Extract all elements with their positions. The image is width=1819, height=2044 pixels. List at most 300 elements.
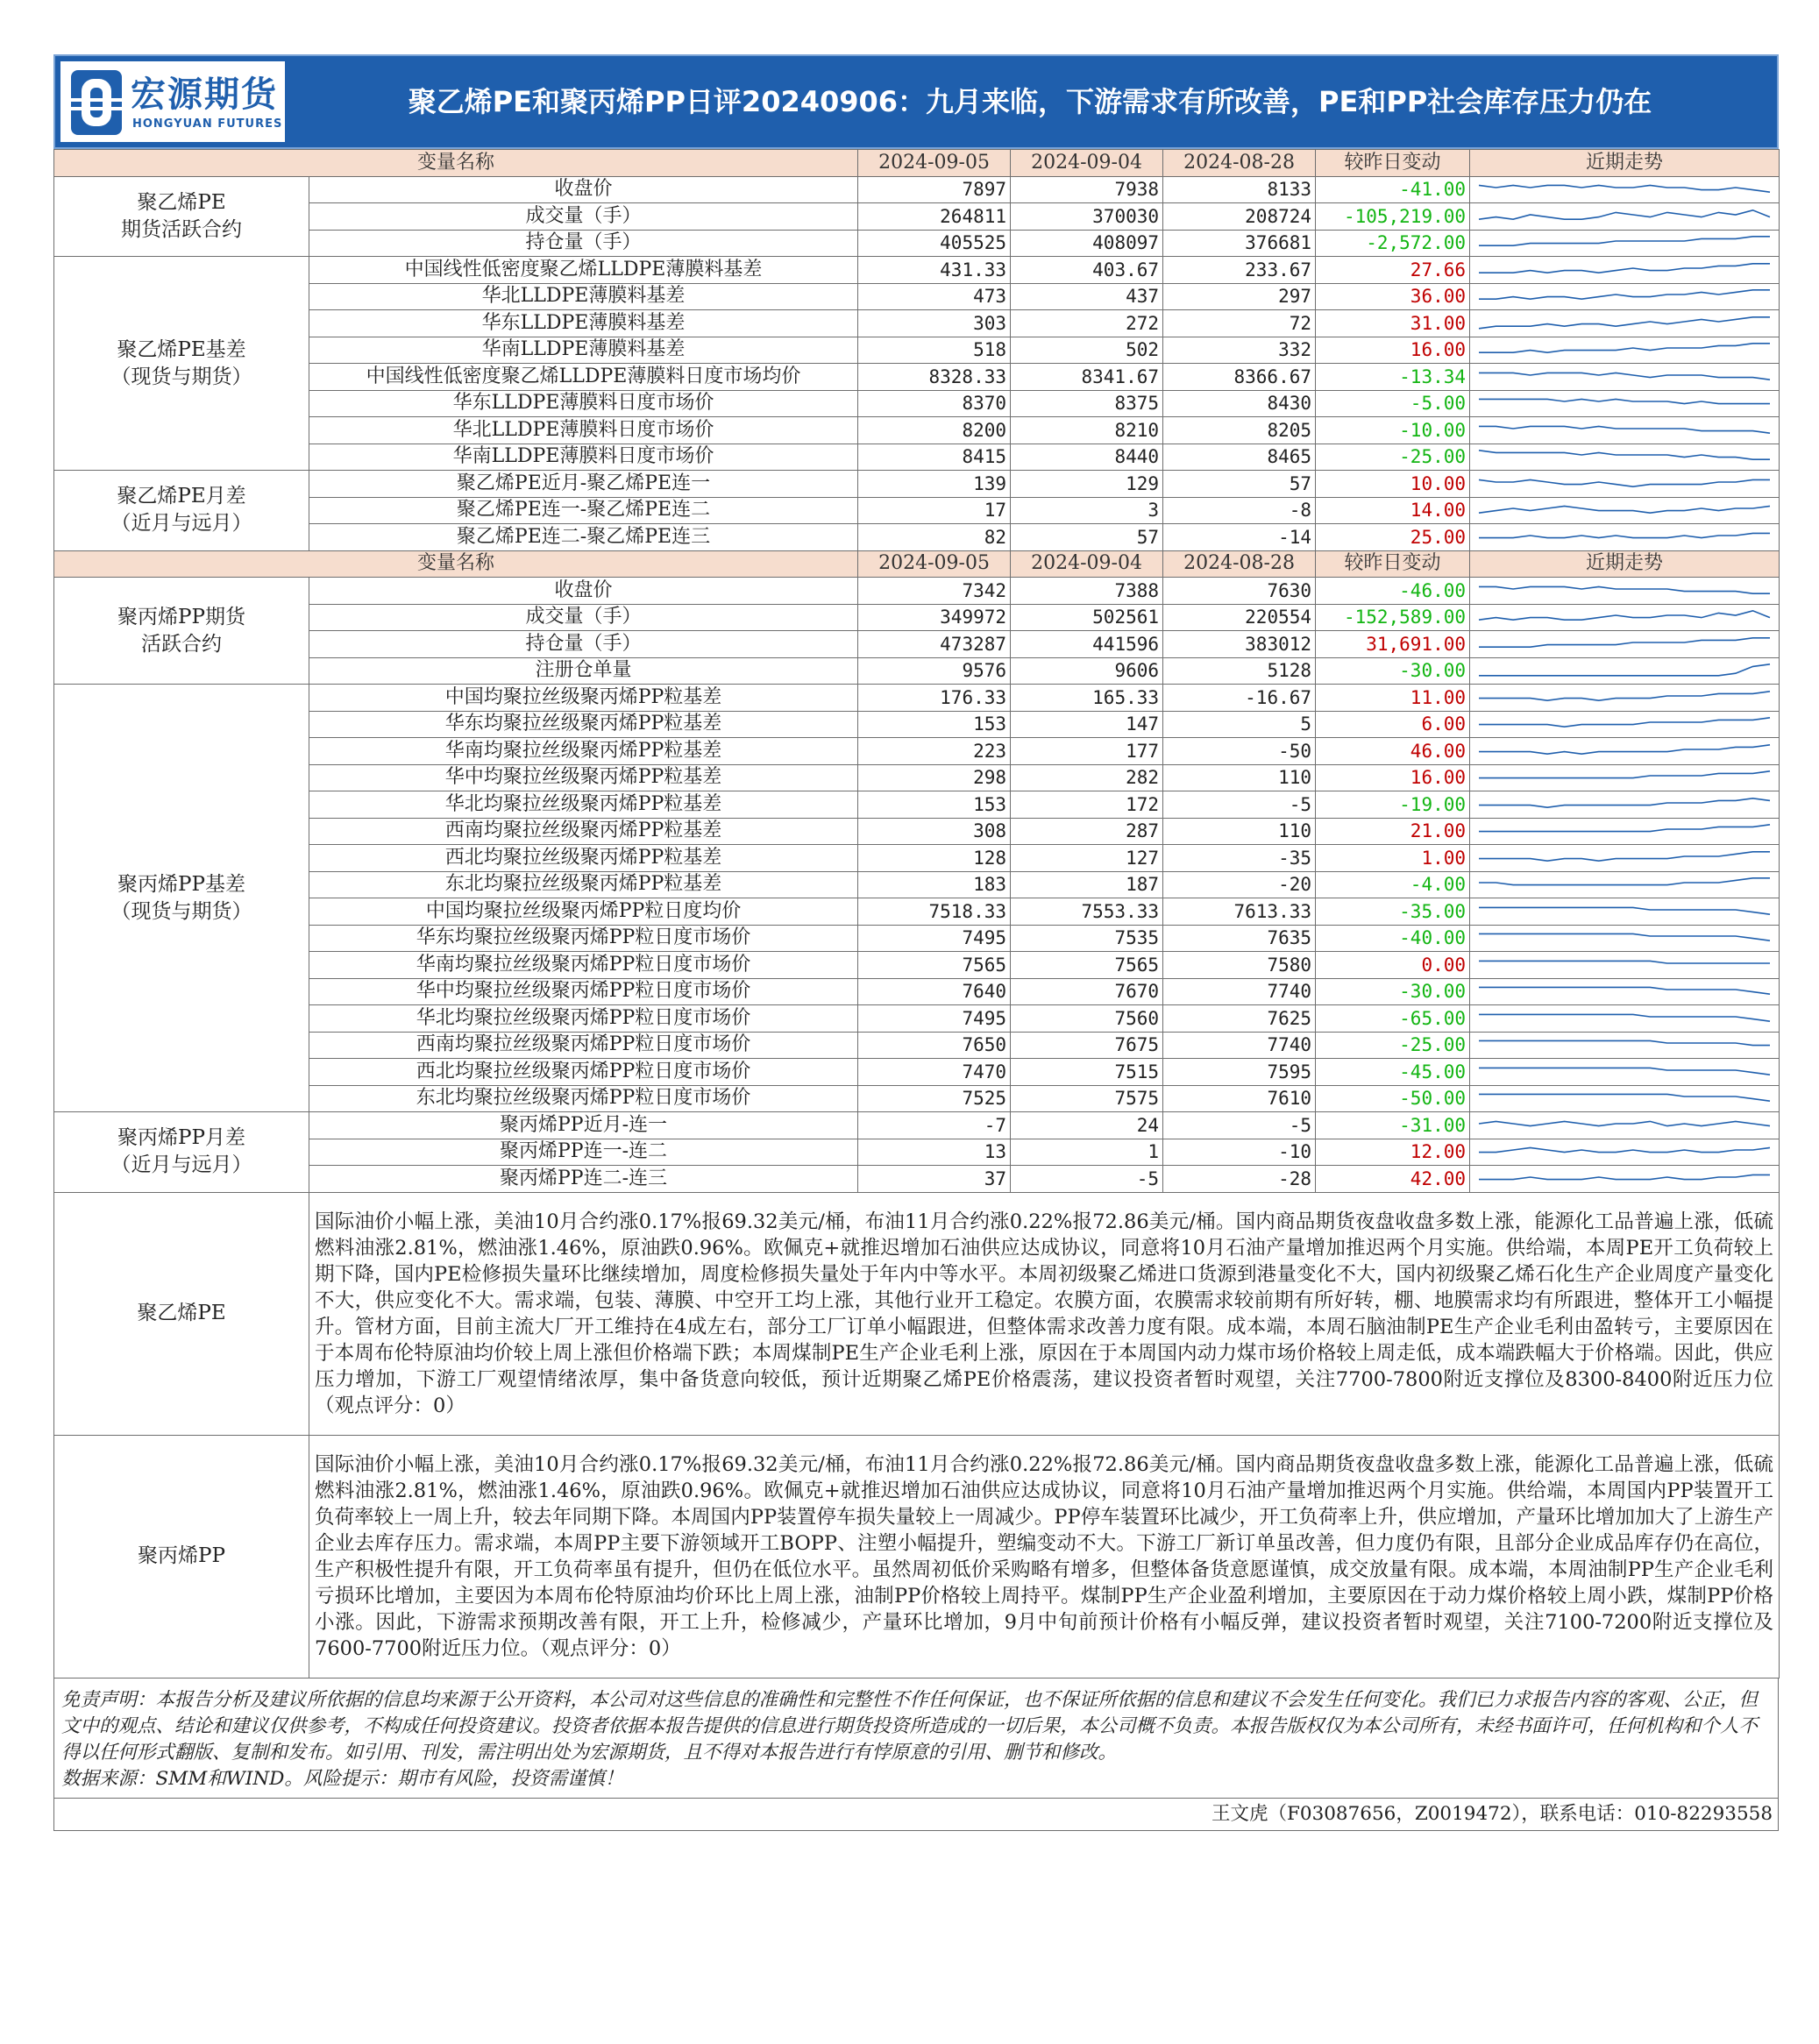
col-d3: 2024-08-28 xyxy=(1163,150,1316,177)
group-label: 聚丙烯PP月差 （近月与远月） xyxy=(54,1112,309,1193)
sparkline xyxy=(1475,1167,1773,1190)
variable-name: 注册仓单量 xyxy=(309,657,858,685)
table-row xyxy=(54,176,1780,203)
table-row xyxy=(54,952,1780,979)
value-d1: 308 xyxy=(858,818,1011,845)
col-d3: 2024-08-28 xyxy=(1163,550,1316,578)
variable-name: 华中均聚拉丝级聚丙烯PP粒日度市场价 xyxy=(309,978,858,1005)
value-d3: 5 xyxy=(1163,711,1316,738)
value-d2: 7938 xyxy=(1011,176,1163,203)
value-d2: 8375 xyxy=(1011,390,1163,417)
value-d1: 303 xyxy=(858,310,1011,337)
variable-name: 聚丙烯PP连二-连三 xyxy=(309,1166,858,1193)
value-d2: 7575 xyxy=(1011,1085,1163,1112)
value-d1: 7470 xyxy=(858,1059,1011,1086)
variable-name: 聚丙烯PP近月-连一 xyxy=(309,1112,858,1139)
table-row xyxy=(54,283,1780,310)
commentary-text xyxy=(309,1192,1780,1435)
commentary-text xyxy=(309,1435,1780,1678)
value-d1: 13 xyxy=(858,1139,1011,1166)
value-d3: 220554 xyxy=(1163,604,1316,631)
variable-name: 华南LLDPE薄膜料日度市场价 xyxy=(309,444,858,471)
sparkline xyxy=(1475,1061,1773,1083)
value-d1: 139 xyxy=(858,471,1011,498)
trend-cell xyxy=(1470,1166,1780,1193)
analyst-contact: 王文虎（F03087656，Z0019472），联系电话：010-82293558 xyxy=(53,1799,1779,1831)
sparkline xyxy=(1475,1114,1773,1137)
variable-name: 聚乙烯PE连一-聚乙烯PE连二 xyxy=(309,497,858,524)
trend-cell xyxy=(1470,390,1780,417)
value-d2: 7388 xyxy=(1011,578,1163,605)
value-d3: 233.67 xyxy=(1163,257,1316,284)
value-d1: 473 xyxy=(858,283,1011,310)
trend-cell xyxy=(1470,898,1780,926)
daily-change: 16.00 xyxy=(1316,764,1470,791)
variable-name: 西北均聚拉丝级聚丙烯PP粒基差 xyxy=(309,845,858,872)
variable-name: 华东均聚拉丝级聚丙烯PP粒日度市场价 xyxy=(309,925,858,952)
table-row xyxy=(54,738,1780,765)
table-row xyxy=(54,604,1780,631)
col-d2: 2024-09-04 xyxy=(1011,550,1163,578)
variable-name: 收盘价 xyxy=(309,578,858,605)
value-d1: 153 xyxy=(858,711,1011,738)
value-d2: -5 xyxy=(1011,1166,1163,1193)
value-d3: 72 xyxy=(1163,310,1316,337)
value-d1: 431.33 xyxy=(858,257,1011,284)
value-d3: 8366.67 xyxy=(1163,364,1316,391)
sparkline xyxy=(1475,1033,1773,1056)
daily-change: 25.00 xyxy=(1316,524,1470,551)
variable-name: 聚丙烯PP连一-连二 xyxy=(309,1139,858,1166)
variable-name: 中国线性低密度聚乙烯LLDPE薄膜料基差 xyxy=(309,257,858,284)
value-d3: 8205 xyxy=(1163,417,1316,444)
table-row xyxy=(54,390,1780,417)
table-row xyxy=(54,1005,1780,1033)
value-d1: 8370 xyxy=(858,390,1011,417)
value-d2: 3 xyxy=(1011,497,1163,524)
group-label: 聚乙烯PE月差 （近月与远月） xyxy=(54,471,309,551)
value-d3: -5 xyxy=(1163,1112,1316,1139)
table-row xyxy=(54,230,1780,257)
hongyuan-emblem-icon xyxy=(69,68,124,137)
value-d1: 264811 xyxy=(858,203,1011,231)
value-d2: 370030 xyxy=(1011,203,1163,231)
sparkline xyxy=(1475,954,1773,976)
value-d2: 7565 xyxy=(1011,952,1163,979)
variable-name: 中国均聚拉丝级聚丙烯PP粒日度均价 xyxy=(309,898,858,926)
value-d3: 208724 xyxy=(1163,203,1316,231)
value-d3: -50 xyxy=(1163,738,1316,765)
value-d3: 332 xyxy=(1163,337,1316,364)
sparkline xyxy=(1475,713,1773,735)
trend-cell xyxy=(1470,524,1780,551)
table-row xyxy=(54,1059,1780,1086)
table-row xyxy=(54,978,1780,1005)
table-row xyxy=(54,417,1780,444)
group-label: 聚乙烯PE 期货活跃合约 xyxy=(54,176,309,257)
daily-change: -10.00 xyxy=(1316,417,1470,444)
value-d2: 7553.33 xyxy=(1011,898,1163,926)
column-header-row xyxy=(54,150,1780,177)
value-d2: 127 xyxy=(1011,845,1163,872)
value-d2: 437 xyxy=(1011,283,1163,310)
trend-cell xyxy=(1470,444,1780,471)
value-d3: 376681 xyxy=(1163,230,1316,257)
report-title: 聚乙烯PE和聚丙烯PP日评20240906：九月来临，下游需求有所改善，PE和PP社会库存压力仍在 xyxy=(408,85,1652,118)
sparkline xyxy=(1475,472,1773,495)
trend-cell xyxy=(1470,230,1780,257)
daily-change: 6.00 xyxy=(1316,711,1470,738)
trend-cell xyxy=(1470,1032,1780,1059)
daily-change: -25.00 xyxy=(1316,1032,1470,1059)
value-d3: 7580 xyxy=(1163,952,1316,979)
trend-cell xyxy=(1470,471,1780,498)
value-d2: 282 xyxy=(1011,764,1163,791)
value-d1: 349972 xyxy=(858,604,1011,631)
daily-change: -2,572.00 xyxy=(1316,230,1470,257)
sparkline xyxy=(1475,526,1773,549)
sparkline xyxy=(1475,445,1773,468)
trend-cell xyxy=(1470,791,1780,819)
table-row xyxy=(54,1085,1780,1112)
table-row xyxy=(54,578,1780,605)
sparkline xyxy=(1475,873,1773,896)
table-row xyxy=(54,631,1780,658)
value-d2: 147 xyxy=(1011,711,1163,738)
value-d2: 502561 xyxy=(1011,604,1163,631)
brand-name-en: HONGYUAN FUTURES xyxy=(132,117,283,131)
col-variable-name: 变量名称 xyxy=(54,150,858,177)
group-label: 聚丙烯PP基差 （现货与期货） xyxy=(54,685,309,1112)
value-d2: 441596 xyxy=(1011,631,1163,658)
variable-name: 东北均聚拉丝级聚丙烯PP粒日度市场价 xyxy=(309,1085,858,1112)
sparkline xyxy=(1475,1087,1773,1110)
trend-cell xyxy=(1470,337,1780,364)
value-d3: 7610 xyxy=(1163,1085,1316,1112)
col-trend: 近期走势 xyxy=(1470,550,1780,578)
value-d2: 9606 xyxy=(1011,657,1163,685)
value-d3: 7625 xyxy=(1163,1005,1316,1033)
daily-change: -13.34 xyxy=(1316,364,1470,391)
value-d3: 7740 xyxy=(1163,1032,1316,1059)
daily-change: 10.00 xyxy=(1316,471,1470,498)
sparkline xyxy=(1475,900,1773,923)
daily-change: 14.00 xyxy=(1316,497,1470,524)
sparkline xyxy=(1475,686,1773,709)
table-row xyxy=(54,310,1780,337)
sparkline xyxy=(1475,178,1773,201)
table-row xyxy=(54,845,1780,872)
report-sheet xyxy=(53,54,1779,1831)
sparkline xyxy=(1475,392,1773,415)
daily-change: -5.00 xyxy=(1316,390,1470,417)
trend-cell xyxy=(1470,764,1780,791)
sparkline xyxy=(1475,793,1773,816)
trend-cell xyxy=(1470,497,1780,524)
report-header xyxy=(53,54,1779,149)
table-row xyxy=(54,1112,1780,1139)
trend-cell xyxy=(1470,1059,1780,1086)
value-d3: 297 xyxy=(1163,283,1316,310)
value-d2: 8341.67 xyxy=(1011,364,1163,391)
col-d1: 2024-09-05 xyxy=(858,150,1011,177)
value-d2: 7560 xyxy=(1011,1005,1163,1033)
table-row xyxy=(54,524,1780,551)
value-d3: 110 xyxy=(1163,818,1316,845)
value-d3: 57 xyxy=(1163,471,1316,498)
value-d1: 37 xyxy=(858,1166,1011,1193)
table-row xyxy=(54,1166,1780,1193)
value-d3: -28 xyxy=(1163,1166,1316,1193)
variable-name: 收盘价 xyxy=(309,176,858,203)
table-row xyxy=(54,471,1780,498)
col-d1: 2024-09-05 xyxy=(858,550,1011,578)
table-row xyxy=(54,764,1780,791)
trend-cell xyxy=(1470,631,1780,658)
sparkline xyxy=(1475,231,1773,254)
table-row xyxy=(54,203,1780,231)
variable-name: 华北均聚拉丝级聚丙烯PP粒日度市场价 xyxy=(309,1005,858,1033)
sparkline xyxy=(1475,1007,1773,1030)
variable-name: 华东LLDPE薄膜料基差 xyxy=(309,310,858,337)
data-table xyxy=(53,149,1780,1678)
disclaimer xyxy=(53,1678,1779,1799)
table-row xyxy=(54,818,1780,845)
value-d2: 165.33 xyxy=(1011,685,1163,712)
variable-name: 华南均聚拉丝级聚丙烯PP粒日度市场价 xyxy=(309,952,858,979)
trend-cell xyxy=(1470,1085,1780,1112)
value-d3: 7595 xyxy=(1163,1059,1316,1086)
daily-change: 1.00 xyxy=(1316,845,1470,872)
value-d3: 5128 xyxy=(1163,657,1316,685)
trend-cell xyxy=(1470,1005,1780,1033)
table-row xyxy=(54,444,1780,471)
daily-change: 21.00 xyxy=(1316,818,1470,845)
value-d3: -16.67 xyxy=(1163,685,1316,712)
column-header-row xyxy=(54,550,1780,578)
daily-change: 46.00 xyxy=(1316,738,1470,765)
value-d1: 405525 xyxy=(858,230,1011,257)
value-d3: 8465 xyxy=(1163,444,1316,471)
value-d2: 7535 xyxy=(1011,925,1163,952)
value-d2: 8440 xyxy=(1011,444,1163,471)
value-d3: -5 xyxy=(1163,791,1316,819)
commentary-label: 聚乙烯PE xyxy=(54,1192,309,1435)
variable-name: 西南均聚拉丝级聚丙烯PP粒日度市场价 xyxy=(309,1032,858,1059)
col-trend: 近期走势 xyxy=(1470,150,1780,177)
brand-logo xyxy=(60,61,285,142)
trend-cell xyxy=(1470,578,1780,605)
trend-cell xyxy=(1470,925,1780,952)
trend-cell xyxy=(1470,845,1780,872)
daily-change: -46.00 xyxy=(1316,578,1470,605)
daily-change: -65.00 xyxy=(1316,1005,1470,1033)
daily-change: -30.00 xyxy=(1316,657,1470,685)
trend-cell xyxy=(1470,978,1780,1005)
value-d1: 9576 xyxy=(858,657,1011,685)
disclaimer-text: 免责声明：本报告分析及建议所依据的信息均来源于公开资料，本公司对这些信息的准确性和完整性不作任何保证，也不保证所依据的信息和建议不会发生任何变化。我们已力求报告内容的客观、公正，但文中的观点、结论和建议仅供参考，不构成任何投资建议。投资者依据本报告提供的信息进行期货投资所造成的一切后果，本公司概不负责。本报告版权仅为本公司所有，未经书面许可，任何机构和个人不得以任何形式翻版、复制和发布。如引用、刊发，需注明出处为宏源期货，且不得对本报告进行有悖原意的引用、删节和修改。 xyxy=(61,1688,1759,1764)
table-row xyxy=(54,657,1780,685)
variable-name: 聚乙烯PE近月-聚乙烯PE连一 xyxy=(309,471,858,498)
variable-name: 聚乙烯PE连二-聚乙烯PE连三 xyxy=(309,524,858,551)
variable-name: 西南均聚拉丝级聚丙烯PP粒基差 xyxy=(309,818,858,845)
trend-cell xyxy=(1470,417,1780,444)
commentary-row xyxy=(54,1435,1780,1678)
table-row xyxy=(54,364,1780,391)
value-d1: 17 xyxy=(858,497,1011,524)
value-d1: 298 xyxy=(858,764,1011,791)
daily-change: 36.00 xyxy=(1316,283,1470,310)
value-d3: -8 xyxy=(1163,497,1316,524)
variable-name: 华北均聚拉丝级聚丙烯PP粒基差 xyxy=(309,791,858,819)
sparkline xyxy=(1475,820,1773,842)
value-d3: 7635 xyxy=(1163,925,1316,952)
value-d2: 57 xyxy=(1011,524,1163,551)
value-d3: -14 xyxy=(1163,524,1316,551)
value-d3: 110 xyxy=(1163,764,1316,791)
value-d2: 1 xyxy=(1011,1139,1163,1166)
table-row xyxy=(54,1032,1780,1059)
value-d1: 183 xyxy=(858,871,1011,898)
value-d1: 8415 xyxy=(858,444,1011,471)
sparkline xyxy=(1475,740,1773,763)
trend-cell xyxy=(1470,310,1780,337)
value-d1: 223 xyxy=(858,738,1011,765)
col-d2: 2024-09-04 xyxy=(1011,150,1163,177)
value-d2: 177 xyxy=(1011,738,1163,765)
value-d1: 7518.33 xyxy=(858,898,1011,926)
table-row xyxy=(54,337,1780,364)
value-d1: 7640 xyxy=(858,978,1011,1005)
value-d1: 7495 xyxy=(858,925,1011,952)
trend-cell xyxy=(1470,1112,1780,1139)
trend-cell xyxy=(1470,818,1780,845)
daily-change: 31,691.00 xyxy=(1316,631,1470,658)
daily-change: -41.00 xyxy=(1316,176,1470,203)
value-d2: 129 xyxy=(1011,471,1163,498)
table-row xyxy=(54,257,1780,284)
daily-change: 16.00 xyxy=(1316,337,1470,364)
value-d1: 518 xyxy=(858,337,1011,364)
commentary-label: 聚丙烯PP xyxy=(54,1435,309,1678)
value-d1: 7565 xyxy=(858,952,1011,979)
table-row xyxy=(54,871,1780,898)
value-d3: -35 xyxy=(1163,845,1316,872)
daily-change: -40.00 xyxy=(1316,925,1470,952)
table-row xyxy=(54,711,1780,738)
variable-name: 华南LLDPE薄膜料基差 xyxy=(309,337,858,364)
table-row xyxy=(54,925,1780,952)
value-d3: 7613.33 xyxy=(1163,898,1316,926)
trend-cell xyxy=(1470,203,1780,231)
sparkline xyxy=(1475,579,1773,602)
variable-name: 华东均聚拉丝级聚丙烯PP粒基差 xyxy=(309,711,858,738)
value-d1: 7897 xyxy=(858,176,1011,203)
sparkline xyxy=(1475,1140,1773,1163)
variable-name: 中国线性低密度聚乙烯LLDPE薄膜料日度市场均价 xyxy=(309,364,858,391)
value-d2: 7515 xyxy=(1011,1059,1163,1086)
value-d2: 408097 xyxy=(1011,230,1163,257)
trend-cell xyxy=(1470,1139,1780,1166)
value-d3: 7740 xyxy=(1163,978,1316,1005)
value-d3: 7630 xyxy=(1163,578,1316,605)
value-d1: 8328.33 xyxy=(858,364,1011,391)
trend-cell xyxy=(1470,283,1780,310)
value-d2: 403.67 xyxy=(1011,257,1163,284)
value-d1: 82 xyxy=(858,524,1011,551)
variable-name: 持仓量（手） xyxy=(309,230,858,257)
col-variable-name: 变量名称 xyxy=(54,550,858,578)
trend-cell xyxy=(1470,871,1780,898)
daily-change: -31.00 xyxy=(1316,1112,1470,1139)
value-d2: 8210 xyxy=(1011,417,1163,444)
sparkline xyxy=(1475,312,1773,335)
sparkline xyxy=(1475,606,1773,628)
variable-name: 东北均聚拉丝级聚丙烯PP粒基差 xyxy=(309,871,858,898)
variable-name: 持仓量（手） xyxy=(309,631,858,658)
sparkline xyxy=(1475,419,1773,442)
group-label: 聚丙烯PP期货 活跃合约 xyxy=(54,578,309,685)
value-d2: 7675 xyxy=(1011,1032,1163,1059)
daily-change: -50.00 xyxy=(1316,1085,1470,1112)
sparkline xyxy=(1475,259,1773,281)
commentary-row xyxy=(54,1192,1780,1435)
value-d2: 272 xyxy=(1011,310,1163,337)
group-label: 聚乙烯PE基差 （现货与期货） xyxy=(54,257,309,471)
value-d2: 187 xyxy=(1011,871,1163,898)
value-d3: 8133 xyxy=(1163,176,1316,203)
variable-name: 华北LLDPE薄膜料日度市场价 xyxy=(309,417,858,444)
col-chg: 较昨日变动 xyxy=(1316,550,1470,578)
daily-change: -152,589.00 xyxy=(1316,604,1470,631)
sparkline xyxy=(1475,499,1773,522)
variable-name: 华北LLDPE薄膜料基差 xyxy=(309,283,858,310)
table-row xyxy=(54,791,1780,819)
col-chg: 较昨日变动 xyxy=(1316,150,1470,177)
value-d3: 8430 xyxy=(1163,390,1316,417)
daily-change: 42.00 xyxy=(1316,1166,1470,1193)
brand-name-cn: 宏源期货 xyxy=(131,75,278,115)
value-d2: 287 xyxy=(1011,818,1163,845)
sparkline xyxy=(1475,926,1773,949)
value-d3: -20 xyxy=(1163,871,1316,898)
trend-cell xyxy=(1470,364,1780,391)
sparkline xyxy=(1475,366,1773,388)
trend-cell xyxy=(1470,176,1780,203)
value-d3: 383012 xyxy=(1163,631,1316,658)
value-d1: 7342 xyxy=(858,578,1011,605)
value-d1: 176.33 xyxy=(858,685,1011,712)
daily-change: -105,219.00 xyxy=(1316,203,1470,231)
variable-name: 西北均聚拉丝级聚丙烯PP粒日度市场价 xyxy=(309,1059,858,1086)
value-d1: 473287 xyxy=(858,631,1011,658)
sparkline xyxy=(1475,338,1773,361)
variable-name: 华中均聚拉丝级聚丙烯PP粒基差 xyxy=(309,764,858,791)
table-row xyxy=(54,1139,1780,1166)
daily-change: -30.00 xyxy=(1316,978,1470,1005)
sparkline xyxy=(1475,847,1773,869)
value-d2: 172 xyxy=(1011,791,1163,819)
variable-name: 成交量（手） xyxy=(309,203,858,231)
value-d2: 502 xyxy=(1011,337,1163,364)
sparkline xyxy=(1475,633,1773,656)
daily-change: 27.66 xyxy=(1316,257,1470,284)
daily-change: -45.00 xyxy=(1316,1059,1470,1086)
daily-change: 31.00 xyxy=(1316,310,1470,337)
sparkline xyxy=(1475,766,1773,789)
value-d2: 7670 xyxy=(1011,978,1163,1005)
daily-change: 12.00 xyxy=(1316,1139,1470,1166)
